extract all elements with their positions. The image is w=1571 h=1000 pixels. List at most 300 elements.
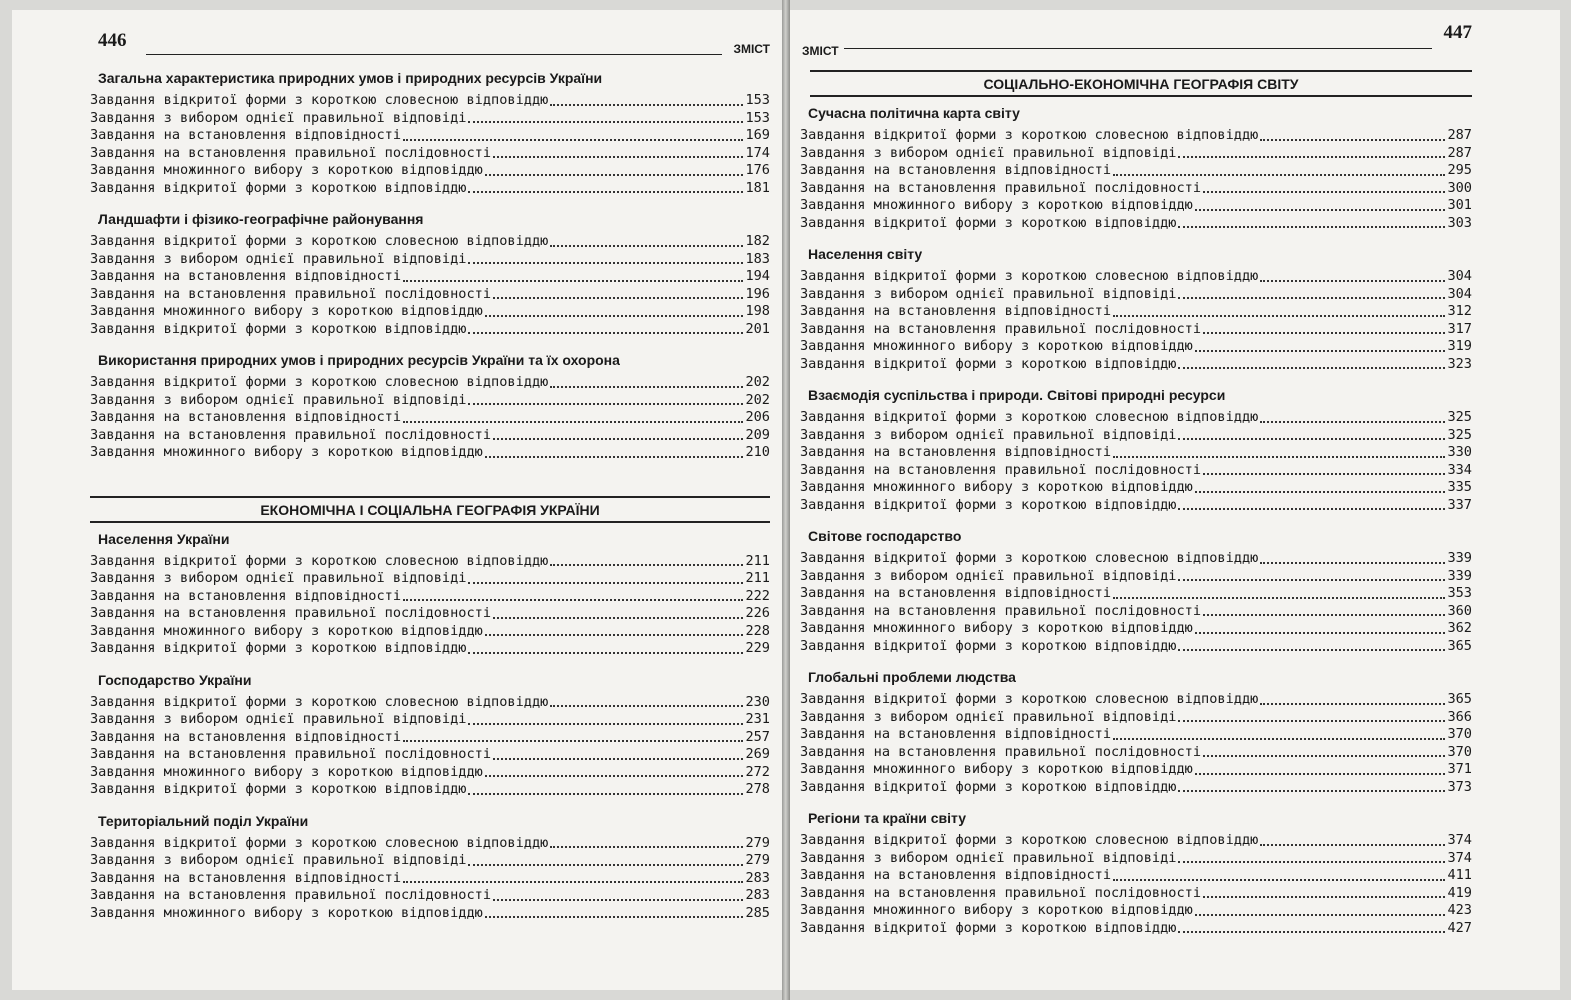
dot-leader	[403, 599, 743, 601]
dot-leader	[1260, 844, 1445, 846]
entry-page-number: 334	[1447, 461, 1472, 478]
entry-page-number: 304	[1447, 285, 1472, 302]
entry-page-number: 287	[1447, 144, 1472, 161]
entry-title: Завдання з вибором однієї правильної відповіді	[800, 285, 1177, 302]
entry-title: Завдання множинного вибору з короткою відповіддю	[800, 620, 1193, 636]
toc-entry	[800, 867, 1472, 885]
toc-entry	[90, 145, 770, 163]
entry-title: Завдання на встановлення правильної послідовності	[800, 602, 1202, 619]
entry-page-number: 176	[745, 162, 770, 178]
dot-leader	[1260, 139, 1445, 141]
entry-title: Завдання відкритої форми з короткою відповіддю	[90, 781, 467, 797]
toc-entry	[90, 427, 770, 445]
entry-title: Завдання з вибором однієї правильної відповіді	[90, 109, 467, 126]
entry-title: Завдання відкритої форми з короткою відповіддю	[90, 640, 467, 656]
toc-entry	[800, 145, 1472, 163]
right-page-header	[800, 10, 1472, 70]
entry-page-number: 278	[745, 781, 770, 797]
entry-title: Завдання відкритої форми з короткою відповіддю	[90, 179, 467, 196]
entry-page-number: 323	[1447, 355, 1472, 372]
toc-section	[90, 813, 770, 923]
entry-title: Завдання на встановлення правильної послідовності	[800, 320, 1202, 337]
entry-page-number: 411	[1447, 867, 1472, 883]
dot-leader	[468, 191, 743, 193]
toc-entry	[800, 585, 1472, 603]
entry-title: Завдання з вибором однієї правильної відповіді	[800, 708, 1177, 725]
toc-entry	[800, 726, 1472, 744]
entry-page-number: 183	[745, 250, 770, 267]
entry-title: Завдання відкритої форми з короткою словесною відповіддю	[90, 233, 549, 249]
entry-page-number: 230	[745, 693, 770, 710]
toc-entry	[800, 638, 1472, 656]
toc-entry	[90, 570, 770, 588]
toc-entry	[800, 356, 1472, 374]
entry-title: Завдання відкритої форми з короткою словесною відповіддю	[800, 127, 1259, 143]
dot-leader	[485, 634, 744, 636]
dot-leader	[1195, 350, 1446, 352]
entry-title: Завдання відкритої форми з короткою словесною відповіддю	[90, 92, 549, 108]
toc-entry	[800, 603, 1472, 621]
dot-leader	[1178, 931, 1445, 933]
entry-page-number: 283	[745, 887, 770, 903]
dot-leader	[1178, 790, 1445, 792]
entry-page-number: 182	[745, 233, 770, 249]
toc-section	[90, 211, 770, 338]
dot-leader	[403, 280, 743, 282]
entry-page-number: 257	[745, 728, 770, 745]
entry-page-number: 373	[1447, 778, 1472, 795]
major-heading: СОЦІАЛЬНО-ЕКОНОМІЧНА ГЕОГРАФІЯ СВІТУ	[810, 70, 1472, 97]
entry-page-number: 319	[1447, 338, 1472, 354]
header-rule	[844, 48, 1432, 49]
section-title: Населення світу	[808, 246, 923, 262]
toc-section	[800, 387, 1472, 514]
entry-title: Завдання на встановлення відповідності	[90, 728, 401, 745]
dot-leader	[468, 652, 743, 654]
toc-entry	[90, 694, 770, 712]
entry-title: Завдання відкритої форми з короткою словесною відповіддю	[800, 691, 1259, 707]
entry-page-number: 317	[1447, 320, 1472, 337]
section-title: Регіони та країни світу	[808, 810, 967, 826]
entry-page-number: 339	[1447, 550, 1472, 566]
entry-title: Завдання відкритої форми з короткою відповіддю	[800, 355, 1177, 372]
dot-leader	[1178, 297, 1445, 299]
entry-page-number: 285	[745, 904, 770, 921]
entry-title: Завдання відкритої форми з короткою відповіддю	[800, 919, 1177, 936]
entry-page-number: 269	[745, 746, 770, 762]
left-running-header: ЗМІСТ	[733, 42, 770, 56]
entry-page-number: 365	[1447, 691, 1472, 707]
entry-title: Завдання множинного вибору з короткою відповіддю	[800, 338, 1193, 354]
entry-title: Завдання відкритої форми з короткою словесною відповіддю	[90, 693, 549, 710]
entry-page-number: 374	[1447, 849, 1472, 866]
dot-leader	[493, 899, 743, 901]
entry-page-number: 181	[745, 179, 770, 196]
entry-title: Завдання множинного вибору з короткою відповіддю	[90, 444, 483, 460]
left-page-header	[90, 10, 770, 70]
toc-entry	[800, 691, 1472, 709]
dot-leader	[485, 775, 744, 777]
toc-entry	[800, 127, 1472, 145]
toc-entry	[800, 286, 1472, 304]
dot-leader	[550, 245, 743, 247]
entry-page-number: 295	[1447, 162, 1472, 178]
entry-title: Завдання відкритої форми з короткою словесною відповіддю	[90, 374, 549, 390]
entry-title: Завдання відкритої форми з короткою відповіддю	[800, 778, 1177, 795]
entry-page-number: 228	[745, 622, 770, 639]
dot-leader	[1178, 861, 1445, 863]
toc-entry	[800, 479, 1472, 497]
dot-leader	[1113, 315, 1445, 317]
dot-leader	[468, 332, 743, 334]
dot-leader	[1203, 614, 1445, 616]
toc-entry	[800, 920, 1472, 938]
dot-leader	[1260, 703, 1445, 705]
dot-leader	[1178, 579, 1445, 581]
entry-page-number: 287	[1447, 127, 1472, 143]
entry-title: Завдання відкритої форми з короткою відповіддю	[800, 496, 1177, 513]
toc-entry	[90, 444, 770, 462]
entry-title: Завдання на встановлення відповідності	[800, 726, 1111, 742]
entry-title: Завдання на встановлення правильної послідовності	[90, 605, 492, 621]
entry-page-number: 174	[745, 144, 770, 161]
entry-title: Завдання на встановлення правильної послідовності	[800, 743, 1202, 760]
section-title: Використання природних умов і природних ресурсів України та їх охорона	[98, 352, 620, 368]
entry-page-number: 337	[1447, 496, 1472, 513]
entry-page-number: 419	[1447, 884, 1472, 901]
entry-title: Завдання множинного вибору з короткою відповіддю	[90, 622, 483, 639]
toc-entry	[800, 850, 1472, 868]
entry-page-number: 153	[745, 109, 770, 126]
entry-page-number: 335	[1447, 479, 1472, 495]
entry-title: Завдання на встановлення відповідності	[800, 162, 1111, 178]
toc-section	[90, 672, 770, 799]
dot-leader	[1113, 597, 1445, 599]
left-toc	[90, 70, 770, 922]
dot-leader	[1195, 491, 1446, 493]
entry-page-number: 303	[1447, 214, 1472, 231]
entry-title: Завдання множинного вибору з короткою відповіддю	[800, 479, 1193, 495]
entry-title: Завдання множинного вибору з короткою відповіддю	[800, 761, 1193, 777]
left-page	[12, 10, 782, 990]
dot-leader	[1178, 508, 1445, 510]
dot-leader	[550, 705, 743, 707]
toc-entry	[90, 553, 770, 571]
toc-entry	[800, 832, 1472, 850]
entry-title: Завдання множинного вибору з короткою відповіддю	[90, 162, 483, 178]
entry-title: Завдання на встановлення правильної послідовності	[800, 461, 1202, 478]
entry-page-number: 325	[1447, 409, 1472, 425]
section-title: Населення України	[98, 530, 230, 547]
dot-leader	[1178, 438, 1445, 440]
toc-entry	[90, 303, 770, 321]
toc-entry	[90, 392, 770, 410]
entry-page-number: 300	[1447, 179, 1472, 196]
section-title: Світове господарство	[808, 528, 962, 544]
entry-page-number: 371	[1447, 761, 1472, 777]
toc-section	[90, 70, 770, 197]
entry-title: Завдання відкритої форми з короткою відповіддю	[800, 214, 1177, 231]
header-rule	[146, 54, 722, 55]
entry-title: Завдання з вибором однієї правильної відповіді	[800, 426, 1177, 443]
toc-entry	[90, 233, 770, 251]
toc-entry	[800, 268, 1472, 286]
toc-entry	[90, 870, 770, 888]
section-title: Господарство України	[98, 671, 252, 688]
toc-entry	[800, 162, 1472, 180]
toc-entry	[800, 409, 1472, 427]
toc-entry	[90, 905, 770, 923]
dot-leader	[485, 315, 744, 317]
entry-title: Завдання на встановлення відповідності	[90, 409, 401, 425]
toc-entry	[90, 92, 770, 110]
dot-leader	[1195, 914, 1446, 916]
toc-entry	[800, 779, 1472, 797]
entry-page-number: 325	[1447, 426, 1472, 443]
entry-title: Завдання відкритої форми з короткою словесною відповіддю	[800, 550, 1259, 566]
dot-leader	[550, 564, 743, 566]
entry-page-number: 365	[1447, 637, 1472, 654]
entry-title: Завдання відкритої форми з короткою словесною відповіддю	[800, 409, 1259, 425]
entry-title: Завдання на встановлення правильної послідовності	[90, 144, 492, 161]
dot-leader	[1203, 473, 1445, 475]
dot-leader	[1113, 174, 1445, 176]
dot-leader	[1178, 226, 1445, 228]
dot-leader	[1260, 421, 1445, 423]
entry-title: Завдання на встановлення відповідності	[800, 303, 1111, 319]
toc-entry	[90, 852, 770, 870]
entry-page-number: 360	[1447, 602, 1472, 619]
toc-entry	[800, 321, 1472, 339]
entry-page-number: 272	[745, 763, 770, 780]
entry-page-number: 211	[745, 552, 770, 569]
toc-entry	[800, 427, 1472, 445]
toc-entry	[90, 588, 770, 606]
toc-entry	[800, 709, 1472, 727]
dot-leader	[1195, 632, 1446, 634]
toc-section	[800, 810, 1472, 937]
entry-title: Завдання відкритої форми з короткою словесною відповіддю	[90, 834, 549, 851]
entry-title: Завдання відкритої форми з короткою словесною відповіддю	[800, 268, 1259, 284]
toc-entry	[90, 268, 770, 286]
entry-page-number: 196	[745, 285, 770, 302]
entry-page-number: 202	[745, 374, 770, 390]
entry-page-number: 202	[745, 391, 770, 408]
entry-page-number: 370	[1447, 743, 1472, 760]
dot-leader	[1113, 879, 1445, 881]
entry-page-number: 301	[1447, 197, 1472, 213]
toc-entry	[800, 497, 1472, 515]
dot-leader	[1260, 562, 1445, 564]
toc-entry	[800, 462, 1472, 480]
toc-section	[90, 352, 770, 462]
book-gutter	[782, 0, 790, 1000]
entry-title: Завдання на встановлення правильної послідовності	[800, 179, 1202, 196]
dot-leader	[493, 156, 743, 158]
dot-leader	[468, 403, 743, 405]
entry-page-number: 427	[1447, 919, 1472, 936]
entry-page-number: 210	[745, 444, 770, 460]
entry-title: Завдання множинного вибору з короткою відповіддю	[90, 904, 483, 921]
entry-title: Завдання множинного вибору з короткою відповіддю	[800, 197, 1193, 213]
dot-leader	[1178, 156, 1445, 158]
entry-title: Завдання на встановлення правильної послідовності	[90, 285, 492, 302]
toc-entry	[800, 620, 1472, 638]
dot-leader	[468, 262, 743, 264]
dot-leader	[1203, 332, 1445, 334]
entry-title: Завдання на встановлення правильної послідовності	[90, 426, 492, 443]
entry-title: Завдання з вибором однієї правильної відповіді	[90, 391, 467, 408]
dot-leader	[468, 793, 743, 795]
toc-entry	[90, 835, 770, 853]
toc-entry	[800, 444, 1472, 462]
entry-page-number: 153	[745, 92, 770, 108]
toc-entry	[90, 746, 770, 764]
entry-title: Завдання відкритої форми з короткою відповіддю	[90, 320, 467, 337]
right-running-header: ЗМІСТ	[802, 44, 839, 58]
toc-entry	[800, 885, 1472, 903]
entry-page-number: 279	[745, 834, 770, 851]
entry-title: Завдання з вибором однієї правильної відповіді	[90, 711, 467, 727]
entry-page-number: 206	[745, 409, 770, 425]
dot-leader	[468, 864, 743, 866]
section-title: Глобальні проблеми людства	[808, 669, 1016, 685]
section-title: Взаємодія суспільства і природи. Світові природні ресурси	[808, 387, 1226, 403]
toc-entry	[800, 761, 1472, 779]
entry-page-number: 312	[1447, 303, 1472, 319]
entry-title: Завдання на встановлення відповідності	[800, 444, 1111, 460]
entry-title: Завдання з вибором однієї правильної відповіді	[800, 567, 1177, 584]
dot-leader	[1113, 456, 1445, 458]
toc-entry	[90, 286, 770, 304]
toc-entry	[90, 764, 770, 782]
toc-entry	[90, 711, 770, 729]
dot-leader	[403, 740, 743, 742]
toc-section	[800, 246, 1472, 373]
entry-page-number: 423	[1447, 902, 1472, 918]
right-toc	[800, 70, 1472, 937]
toc-entry	[90, 110, 770, 128]
entry-page-number: 198	[745, 303, 770, 319]
entry-title: Завдання з вибором однієї правильної відповіді	[90, 250, 467, 267]
entry-title: Завдання на встановлення відповідності	[90, 869, 401, 886]
entry-page-number: 229	[745, 640, 770, 656]
dot-leader	[403, 881, 743, 883]
toc-entry	[90, 374, 770, 392]
dot-leader	[468, 121, 743, 123]
entry-page-number: 370	[1447, 726, 1472, 742]
section-title: Сучасна політична карта світу	[808, 105, 1020, 121]
section-title: Загальна характеристика природних умов і природних ресурсів України	[98, 70, 603, 86]
toc-entry	[90, 162, 770, 180]
entry-page-number: 330	[1447, 444, 1472, 460]
toc-section	[800, 669, 1472, 796]
toc-entry	[800, 744, 1472, 762]
toc-entry	[90, 321, 770, 339]
dot-leader	[1203, 191, 1445, 193]
entry-page-number: 366	[1447, 708, 1472, 725]
dot-leader	[550, 104, 743, 106]
dot-leader	[493, 297, 743, 299]
toc-entry	[800, 902, 1472, 920]
dot-leader	[1178, 649, 1445, 651]
toc-entry	[800, 197, 1472, 215]
entry-title: Завдання з вибором однієї правильної відповіді	[90, 570, 467, 586]
toc-entry	[800, 550, 1472, 568]
toc-entry	[90, 127, 770, 145]
entry-page-number: 201	[745, 320, 770, 337]
dot-leader	[1203, 755, 1445, 757]
dot-leader	[493, 438, 743, 440]
toc-entry	[90, 180, 770, 198]
dot-leader	[403, 421, 743, 423]
toc-entry	[90, 605, 770, 623]
dot-leader	[403, 139, 743, 141]
toc-section	[90, 531, 770, 658]
entry-title: Завдання на встановлення відповідності	[800, 867, 1111, 883]
dot-leader	[1178, 720, 1445, 722]
entry-title: Завдання множинного вибору з короткою відповіддю	[90, 303, 483, 319]
toc-entry	[90, 781, 770, 799]
dot-leader	[550, 386, 743, 388]
entry-page-number: 222	[745, 587, 770, 604]
dot-leader	[485, 174, 744, 176]
entry-page-number: 211	[745, 570, 770, 586]
entry-page-number: 279	[745, 852, 770, 868]
toc-section	[800, 528, 1472, 655]
major-heading: ЕКОНОМІЧНА І СОЦІАЛЬНА ГЕОГРАФІЯ УКРАЇНИ	[90, 496, 770, 523]
toc-entry	[90, 729, 770, 747]
toc-entry	[800, 303, 1472, 321]
toc-entry	[800, 180, 1472, 198]
dot-leader	[1195, 209, 1446, 211]
entry-title: Завдання відкритої форми з короткою словесною відповіддю	[90, 552, 549, 569]
entry-page-number: 209	[745, 426, 770, 443]
dot-leader	[485, 916, 744, 918]
toc-section	[800, 105, 1472, 232]
entry-title: Завдання відкритої форми з короткою словесною відповіддю	[800, 832, 1259, 848]
entry-page-number: 304	[1447, 268, 1472, 284]
entry-title: Завдання на встановлення правильної послідовності	[800, 884, 1202, 901]
entry-title: Завдання з вибором однієї правильної відповіді	[800, 849, 1177, 866]
entry-title: Завдання відкритої форми з короткою відповіддю	[800, 637, 1177, 654]
dot-leader	[485, 456, 744, 458]
entry-title: Завдання множинного вибору з короткою відповіддю	[90, 763, 483, 780]
toc-entry	[800, 568, 1472, 586]
entry-title: Завдання множинного вибору з короткою відповіддю	[800, 902, 1193, 918]
dot-leader	[1195, 773, 1446, 775]
entry-title: Завдання на встановлення відповідності	[90, 268, 401, 284]
toc-entry	[90, 251, 770, 269]
section-title: Ландшафти і фізико-географічне районування	[98, 211, 424, 227]
dot-leader	[493, 758, 743, 760]
toc-entry	[90, 640, 770, 658]
dot-leader	[550, 846, 743, 848]
dot-leader	[493, 617, 743, 619]
entry-title: Завдання з вибором однієї правильної відповіді	[90, 852, 467, 868]
dot-leader	[1178, 367, 1445, 369]
dot-leader	[1203, 896, 1445, 898]
entry-title: Завдання на встановлення правильної послідовності	[90, 887, 492, 903]
entry-page-number: 283	[745, 869, 770, 886]
entry-page-number: 194	[745, 268, 770, 284]
entry-title: Завдання на встановлення відповідності	[90, 127, 401, 143]
right-page-number: 447	[1443, 22, 1472, 43]
toc-entry	[800, 338, 1472, 356]
toc-entry	[800, 215, 1472, 233]
entry-page-number: 362	[1447, 620, 1472, 636]
spacer	[90, 476, 770, 490]
